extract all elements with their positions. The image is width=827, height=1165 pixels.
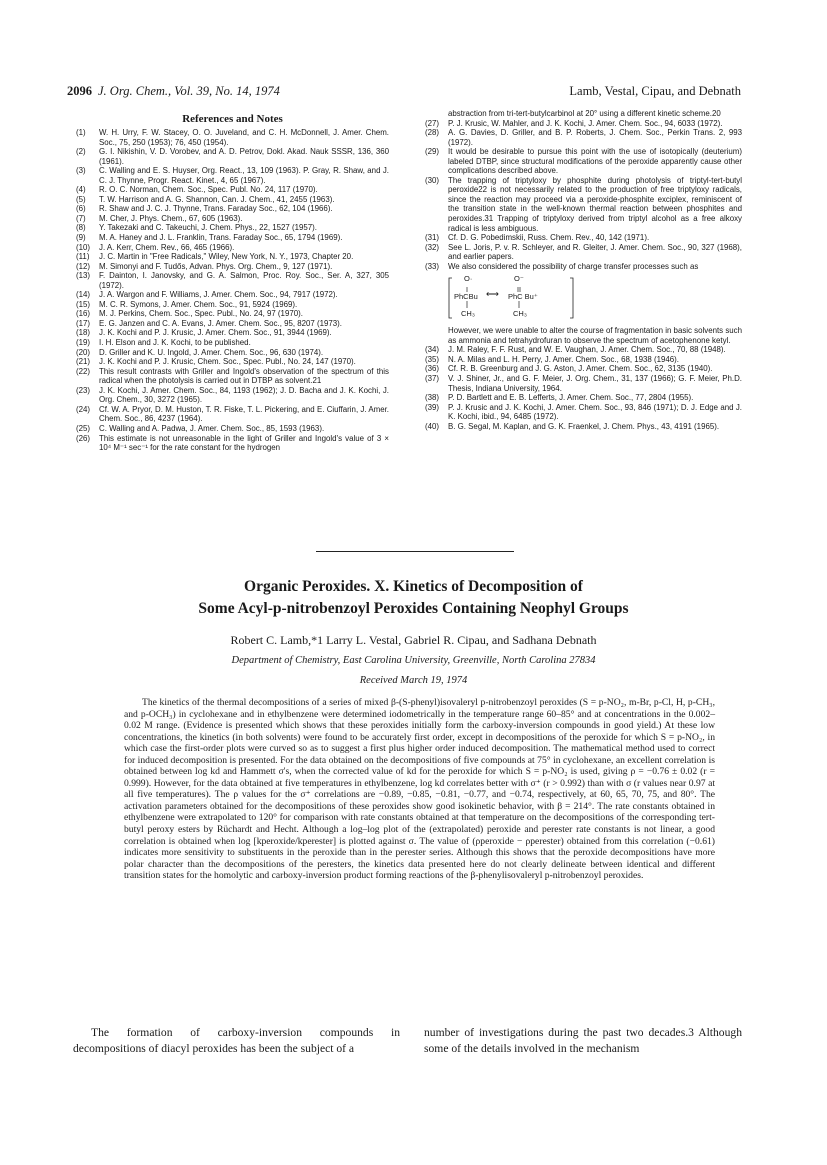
reference-entry	[76, 290, 389, 300]
reference-entry	[425, 119, 742, 129]
reference-text: J. A. Wargon and F. Williams, J. Amer. Chem. Soc., 94, 7917 (1972).	[99, 290, 338, 300]
reference-text: J. M. Raley, F. F. Rust, and W. E. Vaughan, J. Amer. Chem. Soc., 70, 88 (1948).	[448, 345, 726, 355]
reference-text: A. G. Davies, D. Griller, and B. P. Roberts, J. Chem. Soc., Perkin Trans. 2, 993 (1972).	[448, 128, 742, 147]
reference-entry	[425, 393, 742, 403]
reference-text: P. J. Krusic, W. Mahler, and J. K. Kochi, J. Amer. Chem. Soc., 94, 6033 (1972).	[448, 118, 723, 128]
reference-entry	[425, 243, 742, 262]
reference-number: (38)	[425, 393, 440, 403]
scheme-methyl-left: CH₃	[461, 309, 475, 319]
reference-entry	[76, 309, 389, 319]
reference-entry	[76, 243, 389, 253]
reference-number: (29)	[425, 147, 440, 157]
reference-entry	[76, 328, 389, 338]
reference-entry	[425, 233, 742, 243]
reference-text: This estimate is not unreasonable in the light of Griller and Ingold's value of 3 × 10⁴ M⁻¹ sec⁻¹ for the rate constant for the hydrogen	[99, 433, 389, 453]
reference-entry	[76, 147, 389, 166]
reference-entry	[76, 348, 389, 358]
reference-entry	[425, 147, 742, 176]
reference-number: (26)	[76, 433, 91, 443]
reference-text: F. Dainton, I. Janovsky, and G. A. Salmon, Proc. Roy. Soc., Ser. A, 327, 305 (1972).	[99, 271, 389, 290]
reference-text: Cf. W. A. Pryor, D. M. Huston, T. R. Fiske, T. L. Pickering, and E. Ciuffarin, J. Amer. Chem. Soc., 86, 4237 (1964).	[99, 404, 389, 424]
reference-number: (6)	[76, 204, 86, 214]
reference-text: G. I. Nikishin, V. D. Vorobev, and A. D. Petrov, Dokl. Akad. Nauk SSSR, 136, 360 (1961).	[99, 147, 389, 166]
reference-number: (22)	[76, 366, 91, 376]
abstract: The kinetics of the thermal decompositions of a series of mixed β-(S-phenyl)isovaleryl p-nitrobenzoyl peroxides (S = p-NO₂, m-Br, p-Cl, H, p-CH₃, and p-OCH₃) in cyclohexane and in ethylbenzene were determined iodometrically in the temperature range 60–85° and at concentrations in the 0.002–0.02 M range. (Evidence is presented which shows that these peroxides initially form the carboxy-inversion compounds in good yield.) At these low concentrations, the kinetics (in both solvents) were found to be accurately first order, except in decompositions of the peroxide for which S = p-NO₂, in which case the first-order plots were curved so as to suggest a first plus higher order induced decomposition. The mathematical method used to correct for induced decomposition is presented. For the data obtained on the decompositions of five compounds at 75° in cyclohexane, an excellent correlation is obtained between log kd and Hammett σ's, when the corrected value of kd for the peroxide for which S = p-NO₂ is used, giving ρ = −0.76 ± 0.02 (r = 0.999). However, for the data obtained at five temperatures in ethylbenzene, log kd correlates better with σ⁺ (r > 0.992) than with σ (r values near 0.97 at all five temperatures). The ρ values for the σ⁺ correlations are −0.89, −0.85, −0.81, −0.77, and −0.74, respectively, at 60, 65, 70, 75, and 80°. The activation parameters obtained for the decompositions of these peroxides show good isokinetic behavior, with β = 214°. The rate constants obtained in ethylbenzene were extrapolated to 120° for comparison with rate constants obtained at that temperature on the decompositions of the corresponding tert-butyl peroxy esters by Rüchardt and Hecht. Although a log–log plot of the (extrapolated) peroxide and perester rate constants is not linear, a good correlation is obtained when log [kperoxide/kperester] is plotted against σ. The value of (ρperoxide − ρperester) obtained from this correlation (−0.61) indicates more sensitivity to substituents in the peroxide than in the perester series. Although this shows that the peroxide decompositions have more polar character than the decompositions of the peresters, the kinetics data presented here do not clearly delineate between identical and different transition states for the homolytic and carboxy-inversion product forming reactions of the β-phenylisovaleryl p-nitrobenzoyl peroxides.	[124, 697, 715, 882]
reference-number: (5)	[76, 194, 86, 204]
reference-continuation: abstraction from tri-tert-butylcarbinol at 20° using a different kinetic scheme.20	[448, 109, 721, 118]
scheme-methyl-right: CH₃	[513, 309, 527, 319]
received-date: Received March 19, 1974	[359, 675, 468, 686]
reference-text: E. G. Janzen and C. A. Evans, J. Amer. Chem. Soc., 95, 8207 (1973).	[99, 318, 342, 328]
reference-text: N. A. Milas and L. H. Perry, J. Amer. Chem. Soc., 68, 1938 (1946).	[448, 354, 679, 364]
reference-entry	[76, 357, 389, 367]
reference-entry	[76, 319, 389, 329]
reference-entry	[76, 195, 389, 205]
reference-number: (33)	[425, 261, 440, 271]
reference-entry	[76, 424, 389, 434]
reference-text: R. Shaw and J. C. J. Thynne, Trans. Faraday Soc., 62, 104 (1966).	[99, 204, 333, 214]
reference-text: C. Walling and A. Padwa, J. Amer. Chem. Soc., 85, 1593 (1963).	[99, 423, 325, 433]
reference-number: (28)	[425, 128, 440, 138]
reference-number: (31)	[425, 233, 440, 243]
reference-list-left	[76, 128, 389, 453]
reference-number: (23)	[76, 385, 91, 395]
section-divider	[316, 551, 514, 552]
reference-number: (32)	[425, 242, 440, 252]
reference-number: (2)	[76, 147, 86, 157]
reference-text: The trapping of triptyloxy by phosphite during photolysis of triptyl-tert-butyl peroxide22 is not necessarily related to the production of free triptyloxy radicals, since the reaction may proceed via a peroxide-phosphite exciplex, reminiscent of the transition state in the well-known thermal reaction between phosphites and peroxides.31 Trapping of triptyloxy derived from triptyl alcohol as a free alkoxy radical is less ambiguous.	[448, 175, 742, 233]
reference-number: (34)	[425, 345, 440, 355]
references-heading: References and Notes	[182, 113, 283, 125]
reference-entry	[76, 214, 389, 224]
article-title-line-1: Organic Peroxides. X. Kinetics of Decomposition of	[244, 578, 583, 595]
reference-entry	[425, 345, 742, 355]
reference-text: C. Walling and E. S. Huyser, Org. React., 13, 109 (1963). P. Gray, R. Shaw, and J. C. J. Thynne, Progr. React. Kinet., 4, 65 (1967).	[99, 166, 389, 185]
reference-number: (35)	[425, 354, 440, 364]
reference-number: (16)	[76, 309, 91, 319]
reference-entry	[76, 271, 389, 290]
scheme-oxygen-anion: O⁻	[514, 274, 524, 284]
running-header-left	[67, 84, 280, 99]
references-column-right	[425, 109, 742, 431]
reference-entry	[425, 403, 742, 422]
reference-text: P. D. Bartlett and E. B. Lefferts, J. Amer. Chem. Soc., 77, 2804 (1955).	[448, 393, 694, 403]
reference-text: M. C. R. Symons, J. Amer. Chem. Soc., 91, 5924 (1969).	[99, 299, 298, 309]
author-affiliation: Department of Chemistry, East Carolina University, Greenville, North Carolina 27834	[231, 655, 596, 666]
reference-entry	[76, 128, 389, 147]
journal-citation: J. Org. Chem., Vol. 39, No. 14, 1974	[98, 84, 280, 98]
scheme-molecule-right: PhC Bu⁺	[508, 292, 538, 302]
references-column-left	[76, 113, 389, 453]
reference-entry	[425, 364, 742, 374]
reference-text: V. J. Shiner, Jr., and G. F. Meier, J. Org. Chem., 31, 137 (1966); G. F. Meier, Ph.D. Thesis, Indiana University, 1964.	[448, 374, 742, 393]
reference-entry	[76, 338, 389, 348]
reference-number: (15)	[76, 299, 91, 309]
reference-number: (4)	[76, 185, 86, 195]
reference-number: (8)	[76, 223, 86, 233]
reference-number: (9)	[76, 233, 86, 243]
reference-number: (21)	[76, 357, 91, 367]
reference-text: J. K. Kochi and P. J. Krusic, Chem. Soc., Spec. Publ., No. 24, 147 (1970).	[99, 357, 356, 367]
reference-entry	[76, 233, 389, 243]
reference-entry	[425, 374, 742, 393]
reference-text: J. C. Martin in "Free Radicals," Wiley, New York, N. Y., 1973, Chapter 20.	[99, 252, 354, 262]
reference-text: J. K. Kochi and P. J. Krusic, J. Amer. Chem. Soc., 91, 3944 (1969).	[99, 328, 332, 338]
reference-text: I. H. Elson and J. K. Kochi, to be published.	[99, 338, 251, 348]
reference-number: (25)	[76, 423, 91, 433]
reference-number: (17)	[76, 318, 91, 328]
reference-text: See L. Joris, P. v. R. Schleyer, and R. Gleiter, J. Amer. Chem. Soc., 90, 327 (1968), and earlier papers.	[448, 242, 742, 262]
reference-entry	[425, 176, 742, 233]
reference-text: We also considered the possibility of charge transfer processes such as	[448, 261, 699, 271]
reference-number: (36)	[425, 364, 440, 374]
article-authors: Robert C. Lamb,*1 Larry L. Vestal, Gabriel R. Cipau, and Sadhana Debnath	[230, 633, 597, 647]
running-header-authors: Lamb, Vestal, Cipau, and Debnath	[569, 84, 741, 98]
reference-number: (19)	[76, 338, 91, 348]
reference-entry	[76, 434, 389, 453]
reference-entry	[76, 252, 389, 262]
reference-entry	[425, 355, 742, 365]
reference-number: (24)	[76, 404, 91, 414]
scheme-oxygen-radical: O·	[464, 274, 473, 284]
reference-number: (30)	[425, 175, 440, 185]
reference-entry	[76, 185, 389, 195]
reference-text: Cf. R. B. Greenburg and J. G. Aston, J. Amer. Chem. Soc., 62, 3135 (1940).	[448, 364, 713, 374]
page-number: 2096	[67, 84, 92, 98]
reference-entry	[425, 262, 742, 272]
reference-number: (14)	[76, 290, 91, 300]
body-text-left: The formation of carboxy-inversion compounds in decompositions of diacyl peroxides has been the subject of a	[73, 1026, 400, 1055]
reference-number: (1)	[76, 128, 86, 137]
article-title-line-2: Some Acyl-p-nitrobenzoyl Peroxides Containing Neophyl Groups	[198, 600, 629, 617]
reference-list-right-2	[425, 345, 742, 431]
reference-text: M. J. Perkins, Chem. Soc., Spec. Publ., No. 24, 97 (1970).	[99, 309, 303, 319]
reference-text: D. Griller and K. U. Ingold, J. Amer. Chem. Soc., 96, 630 (1974).	[99, 347, 324, 357]
scheme-arrow: ⟷	[486, 289, 499, 300]
charge-transfer-scheme	[448, 274, 742, 322]
reference-number: (20)	[76, 347, 91, 357]
reference-entry	[76, 367, 389, 386]
reference-text: Y. Takezaki and C. Takeuchi, J. Chem. Phys., 22, 1527 (1957).	[99, 223, 317, 233]
reference-number: (39)	[425, 402, 440, 412]
reference-text: M. Cher, J. Phys. Chem., 67, 605 (1963).	[99, 213, 243, 223]
reference-entry	[425, 422, 742, 432]
reference-entry	[76, 223, 389, 233]
scheme-molecule-left: PhCBu	[454, 292, 478, 302]
reference-number: (10)	[76, 242, 91, 252]
reference-entry	[76, 166, 389, 185]
reference-entry	[76, 405, 389, 424]
reference-entry	[76, 386, 389, 405]
reference-number: (37)	[425, 374, 440, 384]
body-text-right: number of investigations during the past two decades.3 Although some of the details involved in the mechanism	[424, 1026, 742, 1055]
reference-text: M. A. Haney and J. L. Franklin, Trans. Faraday Soc., 65, 1794 (1969).	[99, 233, 343, 243]
reference-number: (7)	[76, 213, 86, 223]
reference-number: (13)	[76, 271, 91, 281]
reference-text: R. O. C. Norman, Chem. Soc., Spec. Publ. No. 24, 117 (1970).	[99, 185, 318, 195]
reference-text: T. W. Harrison and A. G. Shannon, Can. J. Chem., 41, 2455 (1963).	[99, 194, 335, 204]
reference-text: Cf. D. G. Pobedimskii, Russ. Chem. Rev., 40, 142 (1971).	[448, 233, 650, 243]
reference-text: W. H. Urry, F. W. Stacey, O. O. Juveland, and C. H. McDonnell, J. Amer. Chem. Soc., 75, 250 (1953); 76, 450 (1954).	[99, 128, 389, 147]
reference-text: P. J. Krusic and J. K. Kochi, J. Amer. Chem. Soc., 93, 846 (1971); D. J. Edge and J. K. Kochi, ibid., 94, 6485 (1972).	[448, 402, 742, 422]
reference-number: (12)	[76, 261, 91, 271]
reference-text: J. A. Kerr, Chem. Rev., 66, 465 (1966).	[99, 242, 235, 252]
reference-number: (40)	[425, 421, 440, 431]
reference-entry	[76, 300, 389, 310]
reference-text: This result contrasts with Griller and Ingold's observation of the spectrum of this radical when the photolysis is carried out in DTBP as solvent.21	[99, 366, 389, 386]
reference-entry	[76, 262, 389, 272]
reference-number: (18)	[76, 328, 91, 338]
reference-33-continuation: However, we were unable to alter the course of fragmentation in basic solvents such as ammonia and tetrahydrofuran to observe the spectrum of acetophenone ketyl.	[448, 326, 742, 345]
reference-text: J. K. Kochi, J. Amer. Chem. Soc., 84, 1193 (1962); J. D. Bacha and J. K. Kochi, J. Org. Chem., 30, 3272 (1965).	[99, 385, 389, 405]
reference-entry	[76, 204, 389, 214]
reference-entry	[425, 128, 742, 147]
reference-text: M. Simonyi and F. Tudős, Advan. Phys. Org. Chem., 9, 127 (1971).	[99, 261, 333, 271]
reference-number: (27)	[425, 118, 440, 128]
reference-number: (3)	[76, 166, 86, 176]
reference-text: B. G. Segal, M. Kaplan, and G. K. Fraenkel, J. Chem. Phys., 43, 4191 (1965).	[448, 421, 720, 431]
reference-text: It would be desirable to pursue this point with the use of isotopically (deuterium) labeled DTBP, since structural modifications of the peroxide apparently cause other complications described above.	[448, 147, 742, 176]
reference-number: (11)	[76, 252, 90, 262]
reference-list-right	[425, 119, 742, 272]
